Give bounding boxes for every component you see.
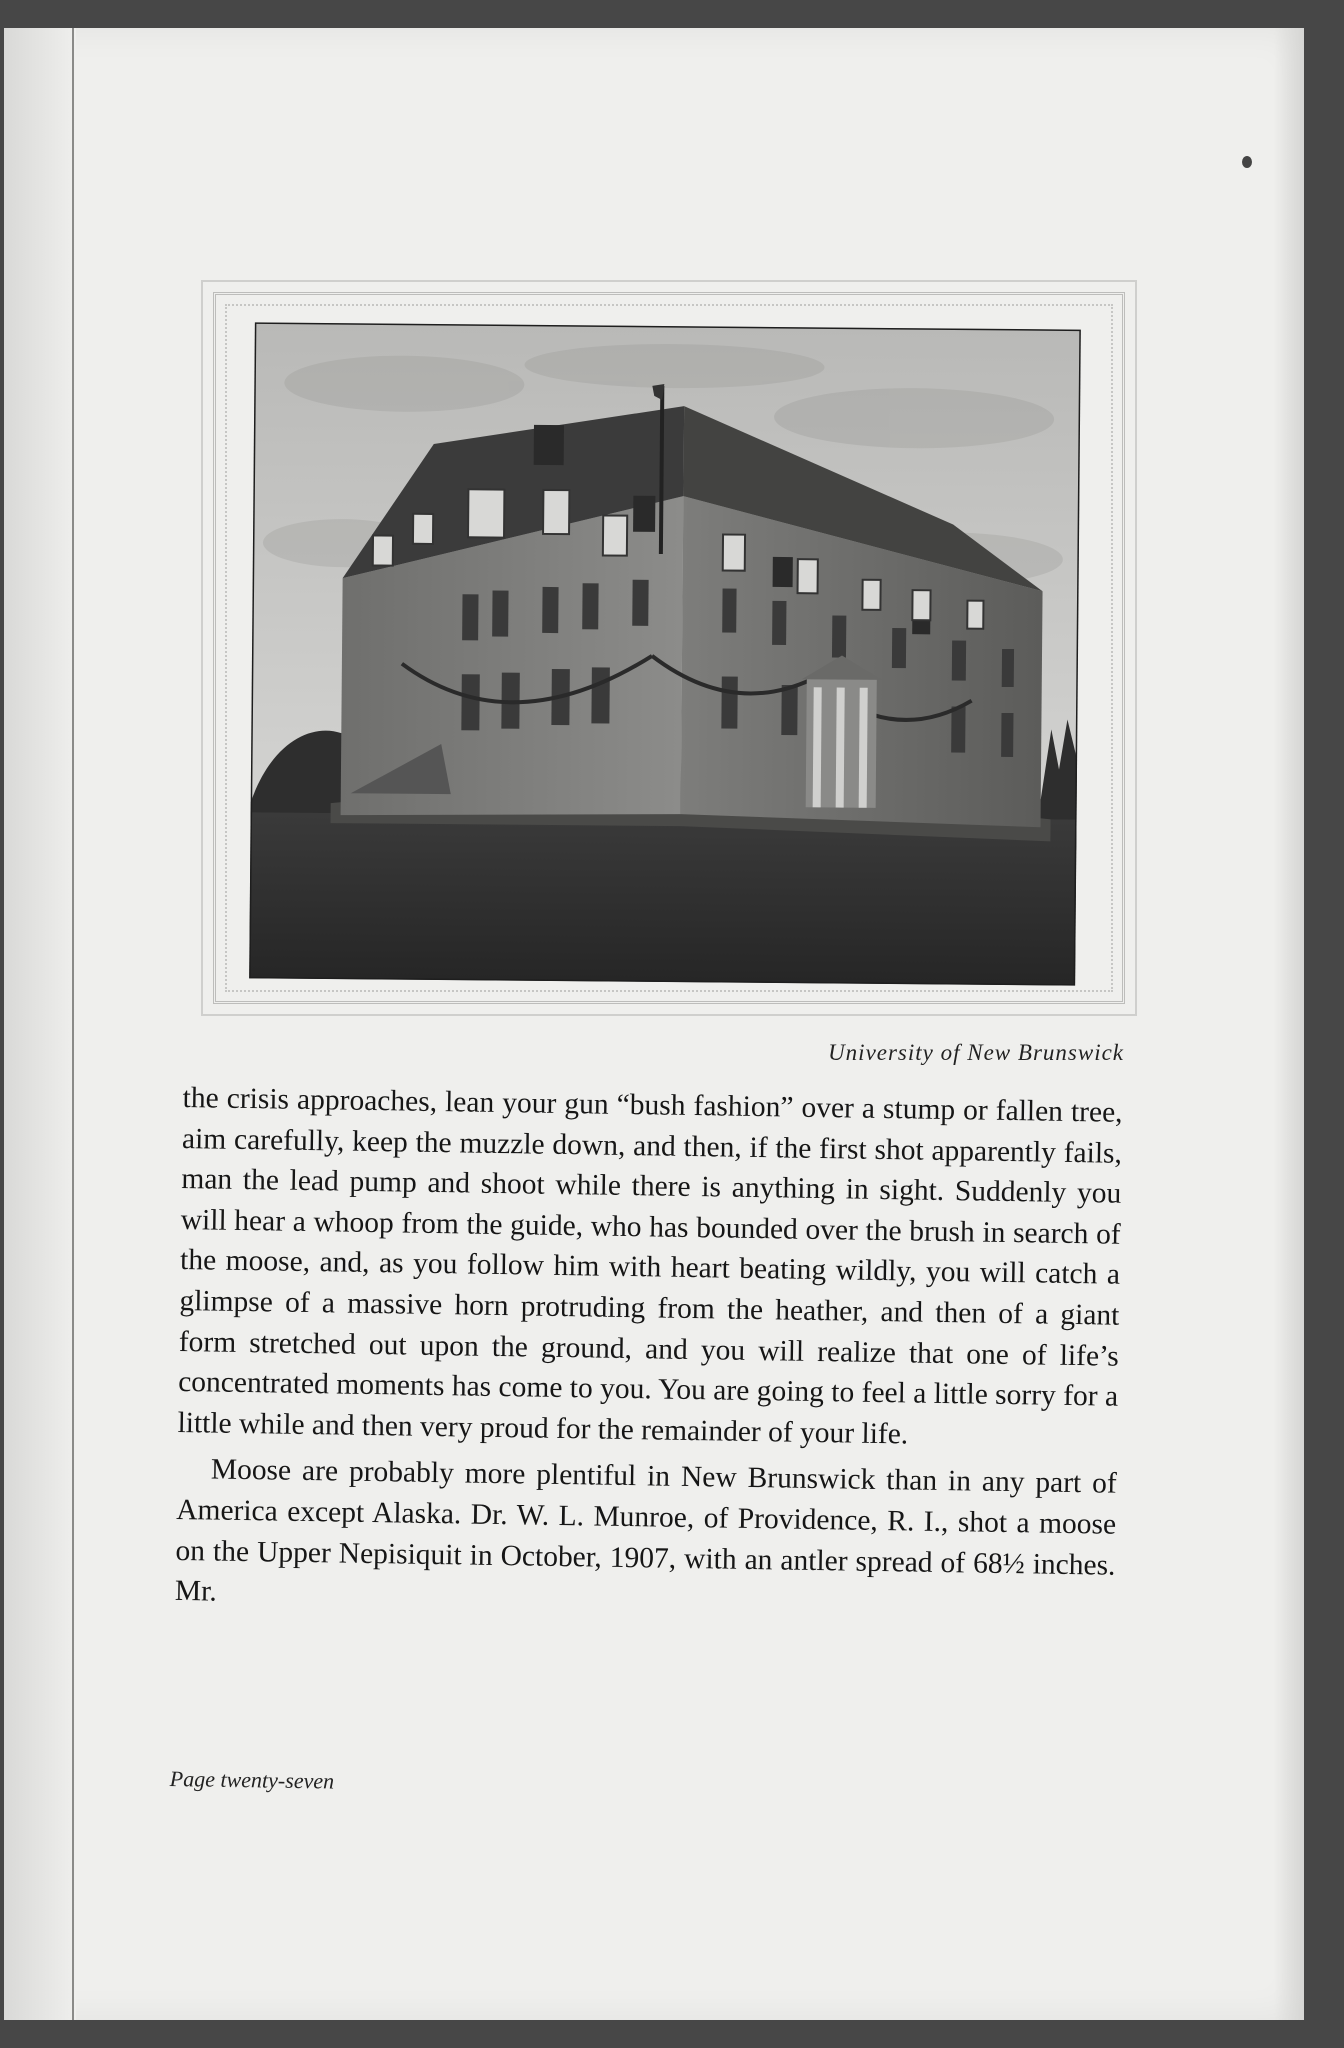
gutter-edge xyxy=(72,28,74,2020)
ink-speck xyxy=(1242,156,1252,168)
body-text xyxy=(175,1078,1123,1626)
page-edge-shadow xyxy=(1274,28,1304,2020)
portico xyxy=(801,655,882,808)
building-photograph xyxy=(249,322,1081,985)
lawn xyxy=(249,812,1076,985)
page-gutter xyxy=(4,28,76,2020)
page-number-label: Page twenty-seven xyxy=(169,1766,335,1794)
paragraph: the crisis approaches, lean your gun “bush fashion” over a stump or fallen tree, aim carefully, keep the muzzle down, and then, if the first shot apparently fails, man the lead pump and shoot while there is anything in sight. Suddenly you will hear a whoop from the guide, who has bounded over the brush in search of the moose, and, as you follow him with heart beating wildly, you will catch a glimpse of a massive horn protruding from the heather, and then of a giant form stretched out upon the ground, and you will realize that one of life’s concentrated moments has come to you. You are going to feel a little sorry for a little while and then very proud for the remainder of your life. xyxy=(177,1081,1123,1451)
photo-caption: University of New Brunswick xyxy=(828,1040,1124,1065)
paragraph: Moose are probably more plentiful in New Brunswick than in any part of America except Alaska. Dr. W. L. Munroe, of Providence, R. I., shot a moose on the Upper Nepisiquit in October, 1907, with an antler spread of 68½ inches. Mr. xyxy=(174,1453,1117,1608)
